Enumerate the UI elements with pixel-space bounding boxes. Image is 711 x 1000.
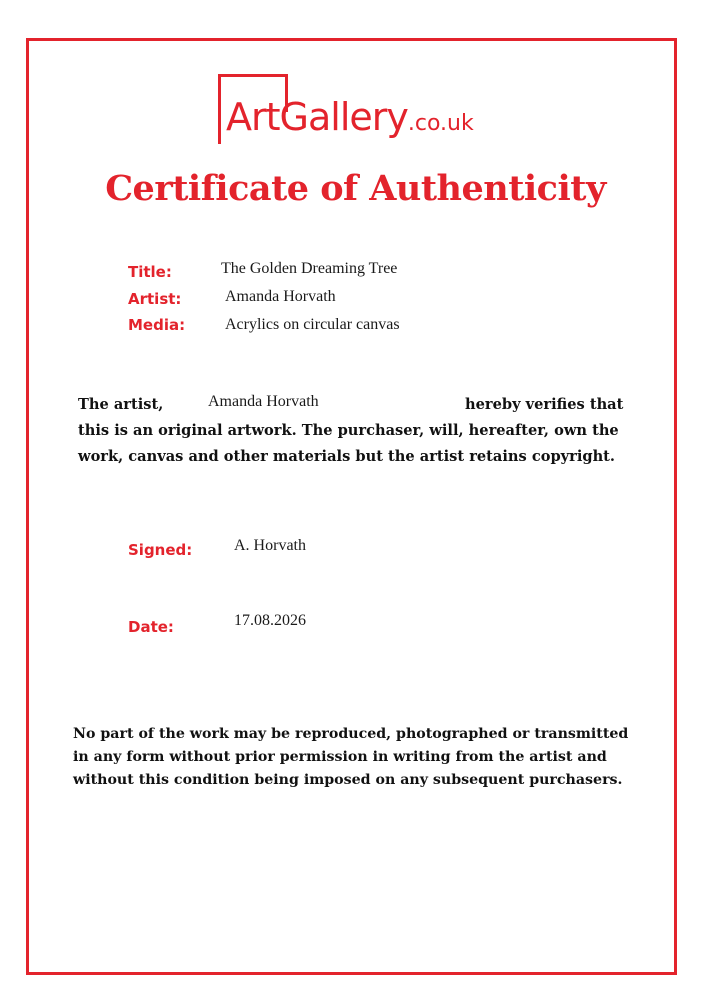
media-label: Media:	[128, 316, 186, 334]
logo-tld: .co.uk	[407, 111, 474, 136]
logo-gallery: Gallery	[279, 95, 408, 139]
footer-line-3: without this condition being imposed on any subsequent purchasers.	[73, 772, 623, 788]
artist-value: Amanda Horvath	[225, 288, 336, 305]
logo-art: Art	[226, 95, 280, 139]
artgallery-logo	[218, 74, 538, 154]
signed-value: A. Horvath	[234, 537, 306, 554]
statement-line-2: this is an original artwork. The purchaser, will, hereafter, own the	[78, 422, 619, 439]
date-label: Date:	[128, 618, 174, 636]
statement-suffix: hereby verifies that	[465, 396, 624, 413]
statement-prefix: The artist,	[78, 396, 164, 413]
title-label: Title:	[128, 263, 172, 281]
artist-label: Artist:	[128, 290, 182, 308]
media-value: Acrylics on circular canvas	[225, 316, 400, 333]
date-value: 17.08.2026	[234, 612, 306, 629]
footer-line-2: in any form without prior permission in writing from the artist and	[73, 749, 607, 765]
title-value: The Golden Dreaming Tree	[221, 260, 398, 277]
signed-label: Signed:	[128, 541, 193, 559]
statement-line-3: work, canvas and other materials but the artist retains copyright.	[78, 448, 616, 465]
certificate-title: Certificate of Authenticity	[105, 168, 606, 209]
footer-line-1: No part of the work may be reproduced, photographed or transmitted	[73, 726, 629, 742]
logo-wordmark	[226, 95, 474, 139]
statement-artist-name: Amanda Horvath	[208, 393, 319, 410]
